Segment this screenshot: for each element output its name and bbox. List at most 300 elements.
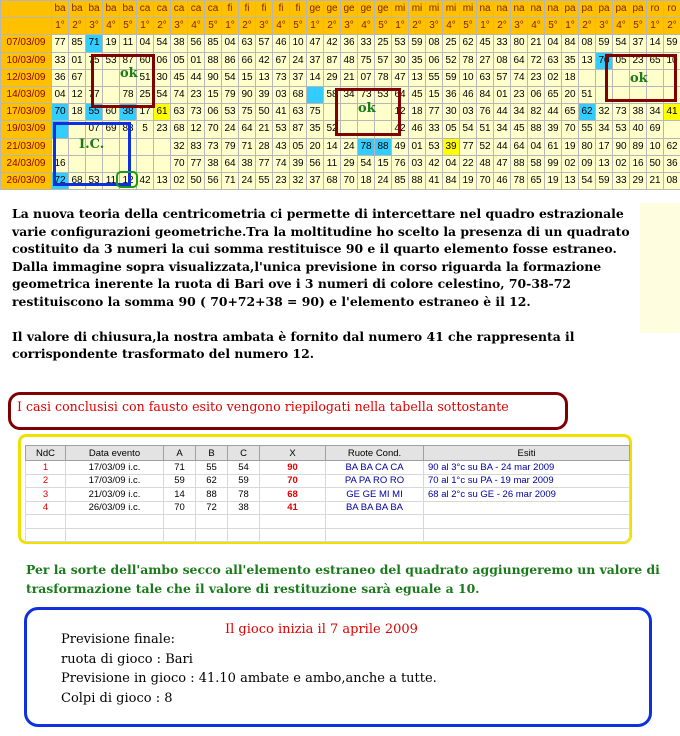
grid-ruota-header: mi [392, 1, 409, 18]
summary-header: Ruote Cond. [326, 446, 424, 461]
grid-cell: 12 [392, 104, 409, 121]
grid-cell: 39 [290, 155, 307, 172]
grid-cell: 42 [426, 155, 443, 172]
grid-cell: 05 [613, 52, 630, 69]
grid-cell: 57 [256, 35, 273, 52]
grid-estratto-header: 4° [528, 18, 545, 35]
grid-cell: 58 [324, 86, 341, 103]
grid-cell: 29 [324, 69, 341, 86]
grid-cell: 75 [239, 104, 256, 121]
grid-cell: 86 [222, 52, 239, 69]
grid-cell: 53 [86, 172, 103, 189]
summary-cell-esiti: 90 al 3°c su BA - 24 mar 2009 [424, 461, 630, 475]
grid-cell [375, 104, 392, 121]
grid-cell: 47 [307, 35, 324, 52]
summary-cell-data: 26/03/09 i.c. [66, 501, 164, 515]
grid-ruota-header: fi [273, 1, 290, 18]
summary-row [26, 488, 630, 502]
grid-cell: 45 [511, 121, 528, 138]
grid-cell: 53 [392, 35, 409, 52]
grid-cell: 24 [375, 172, 392, 189]
grid-cell: 63 [171, 104, 188, 121]
grid-cell: 78 [375, 69, 392, 86]
grid-cell: 53 [375, 86, 392, 103]
grid-cell: 10 [460, 69, 477, 86]
grid-cell: 36 [443, 86, 460, 103]
main-paragraph-2: Il valore di chiusura,la nostra ambata è fornito dal numero 41 che rappresenta il corrispondente trasformato del numero 12. [12, 328, 575, 362]
grid-cell: 01 [69, 52, 86, 69]
grid-cell: 70 [205, 121, 222, 138]
grid-estratto-header: 4° [443, 18, 460, 35]
grid-cell: 32 [290, 172, 307, 189]
grid-cell: 21 [647, 172, 664, 189]
grid-cell: 04 [222, 35, 239, 52]
grid-cell [103, 69, 120, 86]
grid-ruota-header: mi [409, 1, 426, 18]
grid-cell [103, 138, 120, 155]
grid-cell [375, 121, 392, 138]
grid-cell [613, 69, 630, 86]
grid-cell: 53 [103, 52, 120, 69]
grid-cell: 43 [273, 138, 290, 155]
grid-cell: 54 [154, 86, 171, 103]
grid-cell: 20 [562, 86, 579, 103]
grid-cell: 40 [630, 121, 647, 138]
grid-estratto-header: 4° [188, 18, 205, 35]
grid-date: 07/03/09 [1, 35, 52, 52]
grid-cell: 88 [120, 121, 137, 138]
grid-cell [137, 155, 154, 172]
main-paragraph-1: La nuova teoria della centricometria ci permette di intercettare nel quadro estrazionale varie configurazioni geometriche.Tra la moltitudine ho scelto la presenza di un quadrato costituito da 3 numeri la cui somma restituisce 90 e il quarto elemento fosse estraneo. Dalla immagine sopra visualizzata,l'unica previsione in corso riguarda la formazione geometrica inerente la ruota di Bari ove i 3 numeri di colore celestino, 70-38-72 restituiscono la somma 90 ( 70+72+38 = 90) e l'elemento estraneo è il 12. [12, 206, 630, 309]
summary-empty-cell [424, 528, 630, 542]
grid-cell: 78 [120, 86, 137, 103]
grid-cell: 78 [511, 172, 528, 189]
grid-cell: 79 [222, 86, 239, 103]
grid-cell: 78 [358, 138, 375, 155]
summary-empty-row [26, 528, 630, 542]
grid-cell: 38 [205, 155, 222, 172]
grid-date: 10/03/09 [1, 52, 52, 69]
grid-ruota-header: ca [137, 1, 154, 18]
estrazioni-grid [0, 0, 680, 190]
grid-cell: 55 [256, 172, 273, 189]
grid-estratto-header: 5° [375, 18, 392, 35]
grid-cell: 11 [103, 172, 120, 189]
grid-estratto-header: 1° [562, 18, 579, 35]
grid-cell: 03 [409, 155, 426, 172]
grid-cell: 62 [579, 104, 596, 121]
grid-cell: 10 [290, 35, 307, 52]
concl-title: I casi conclusisi con fausto esito vengono riepilogati nella tabella sottostante [17, 399, 509, 414]
grid-cell: 08 [664, 172, 680, 189]
grid-cell: 54 [358, 155, 375, 172]
summary-header: NdC [26, 446, 66, 461]
grid-cell: 34 [511, 104, 528, 121]
grid-cell: 18 [69, 104, 86, 121]
summary-empty-cell [260, 515, 326, 529]
summary-empty-cell [26, 528, 66, 542]
grid-cell: 63 [545, 52, 562, 69]
grid-cell [324, 104, 341, 121]
grid-cell [52, 121, 69, 138]
grid-cell [664, 86, 680, 103]
grid-cell: 68 [324, 172, 341, 189]
grid-corner [1, 1, 52, 18]
grid-cell: 45 [477, 35, 494, 52]
summary-cell-ndc: 4 [26, 501, 66, 515]
grid-ruota-header: ba [120, 1, 137, 18]
summary-empty-cell [326, 528, 424, 542]
summary-cell-c: 78 [228, 488, 260, 502]
grid-cell: 58 [528, 155, 545, 172]
grid-cell: 66 [239, 52, 256, 69]
grid-cell: 02 [562, 155, 579, 172]
grid-cell: 73 [205, 138, 222, 155]
grid-ruota-header: fi [290, 1, 307, 18]
grid-cell: 42 [137, 172, 154, 189]
grid-cell: 23 [273, 172, 290, 189]
grid-cell: 44 [494, 138, 511, 155]
grid-cell: 30 [392, 52, 409, 69]
grid-estratto-header: 3° [596, 18, 613, 35]
summary-cell-ndc: 2 [26, 474, 66, 488]
summary-cell-c: 38 [228, 501, 260, 515]
grid-row [1, 52, 680, 69]
summary-header: X [260, 446, 326, 461]
summary-cell-ruote: GE GE MI MI [326, 488, 424, 502]
grid-cell: 50 [256, 104, 273, 121]
grid-cell: 06 [528, 86, 545, 103]
summary-cell-ndc: 3 [26, 488, 66, 502]
grid-ruota-header: ba [86, 1, 103, 18]
grid-cell: 90 [205, 69, 222, 86]
grid-cell: 85 [392, 172, 409, 189]
grid-ruota-header: pa [579, 1, 596, 18]
summary-cell-data: 17/03/09 i.c. [66, 461, 164, 475]
grid-cell: 53 [222, 104, 239, 121]
grid-cell: 41 [664, 104, 680, 121]
grid-cell: 38 [630, 104, 647, 121]
grid-cell: 51 [137, 69, 154, 86]
grid-cell [664, 69, 680, 86]
grid-cell [154, 138, 171, 155]
grid-cell [137, 138, 154, 155]
grid-cell: 29 [341, 155, 358, 172]
summary-empty-cell [196, 515, 228, 529]
grid-cell: 30 [443, 104, 460, 121]
grid-cell: 21 [528, 35, 545, 52]
grid-cell: 18 [409, 104, 426, 121]
grid-cell: 41 [273, 104, 290, 121]
grid-estratto-header: 5° [460, 18, 477, 35]
grid-cell: 56 [307, 155, 324, 172]
grid-estratto-header: 2° [154, 18, 171, 35]
grid-cell: 75 [358, 52, 375, 69]
grid-cell: 37 [307, 172, 324, 189]
grid-cell: 33 [358, 35, 375, 52]
grid-cell: 67 [69, 69, 86, 86]
grid-cell: 57 [375, 52, 392, 69]
grid-cell: 54 [613, 35, 630, 52]
grid-cell: 84 [443, 172, 460, 189]
grid-cell: 15 [375, 155, 392, 172]
grid-cell: 56 [205, 172, 222, 189]
grid-cell [664, 121, 680, 138]
grid-estratto-header: 2° [409, 18, 426, 35]
grid-cell: 39 [545, 121, 562, 138]
grid-cell: 32 [596, 104, 613, 121]
summary-empty-cell [228, 515, 260, 529]
grid-cell: 68 [171, 121, 188, 138]
grid-cell: 89 [630, 138, 647, 155]
grid-ruota-header: fi [239, 1, 256, 18]
final-line-4: Colpi di gioco : 8 [61, 690, 173, 706]
grid-cell: 68 [69, 172, 86, 189]
grid-cell: 48 [341, 52, 358, 69]
grid-estratto-header: 1° [392, 18, 409, 35]
grid-cell: 32 [171, 138, 188, 155]
grid-cell: 50 [188, 172, 205, 189]
summary-header: Data evento [66, 446, 164, 461]
summary-cell-ndc: 1 [26, 461, 66, 475]
grid-cell: 23 [630, 52, 647, 69]
grid-cell: 33 [52, 52, 69, 69]
grid-cell: 64 [392, 86, 409, 103]
grid-cell [103, 155, 120, 172]
grid-row [1, 104, 680, 121]
grid-cell: 77 [426, 104, 443, 121]
grid-cell: 69 [647, 121, 664, 138]
summary-cell-b: 88 [196, 488, 228, 502]
grid-cell: 01 [494, 86, 511, 103]
grid-estratto-header: 2° [664, 18, 680, 35]
summary-empty-cell [326, 515, 424, 529]
grid-cell: 71 [239, 138, 256, 155]
summary-cell-a: 70 [164, 501, 196, 515]
grid-cell: 08 [579, 35, 596, 52]
grid-cell: 64 [222, 155, 239, 172]
grid-estratto-header: 5° [630, 18, 647, 35]
grid-cell: 42 [324, 35, 341, 52]
grid-cell: 15 [239, 69, 256, 86]
grid-cell [307, 86, 324, 103]
grid-ruota-header: ge [358, 1, 375, 18]
grid-cell: 55 [426, 69, 443, 86]
grid-cell: 78 [460, 52, 477, 69]
grid-estratto-header: 3° [256, 18, 273, 35]
grid-cell: 28 [256, 138, 273, 155]
grid-cell: 64 [511, 52, 528, 69]
grid-cell: 24 [239, 172, 256, 189]
gioco-title: Il gioco inizia il 7 aprile 2009 [225, 622, 418, 637]
summary-row [26, 474, 630, 488]
grid-cell: 73 [358, 86, 375, 103]
summary-cell-data: 17/03/09 i.c. [66, 474, 164, 488]
grid-cell [120, 138, 137, 155]
grid-ruota-header: fi [222, 1, 239, 18]
grid-cell: 27 [477, 52, 494, 69]
grid-cell: 85 [69, 35, 86, 52]
grid-cell: 77 [86, 86, 103, 103]
grid-cell: 18 [562, 69, 579, 86]
grid-cell: 33 [494, 35, 511, 52]
grid-cell: 61 [154, 104, 171, 121]
grid-cell: 13 [596, 155, 613, 172]
grid-date: 19/03/09 [1, 121, 52, 138]
summary-header: C [228, 446, 260, 461]
grid-cell: 21 [341, 69, 358, 86]
grid-ruota-header: mi [426, 1, 443, 18]
summary-cell-esiti: 70 al 1°c su PA - 19 mar 2009 [424, 474, 630, 488]
grid-cell: 41 [426, 172, 443, 189]
grid-date: 14/03/09 [1, 86, 52, 103]
grid-estratto-header: 3° [426, 18, 443, 35]
grid-ruota-header: ca [171, 1, 188, 18]
grid-corner [1, 18, 52, 35]
grid-cell [120, 155, 137, 172]
grid-cell: 88 [528, 121, 545, 138]
grid-cell: 77 [52, 35, 69, 52]
grid-cell: 76 [477, 104, 494, 121]
summary-row [26, 501, 630, 515]
grid-cell: 02 [545, 69, 562, 86]
grid-cell: 83 [188, 138, 205, 155]
grid-cell: 39 [443, 138, 460, 155]
grid-cell: 88 [409, 172, 426, 189]
summary-empty-cell [26, 515, 66, 529]
grid-cell: 22 [460, 155, 477, 172]
grid-cell: 23 [188, 86, 205, 103]
grid-estratto-header: 5° [120, 18, 137, 35]
grid-estratto-header: 1° [52, 18, 69, 35]
grid-ruota-header: ro [647, 1, 664, 18]
grid-row [1, 35, 680, 52]
grid-cell: 45 [171, 69, 188, 86]
grid-cell: 80 [511, 35, 528, 52]
grid-ruota-header: ba [103, 1, 120, 18]
grid-cell: 90 [613, 138, 630, 155]
grid-ruota-header: na [528, 1, 545, 18]
grid-row [1, 155, 680, 172]
grid-cell: 24 [222, 121, 239, 138]
ic-label: I.C. [79, 137, 105, 152]
grid-cell: 80 [579, 138, 596, 155]
grid-cell [103, 86, 120, 103]
grid-cell [154, 155, 171, 172]
grid-cell: 34 [341, 86, 358, 103]
grid-cell: 71 [86, 35, 103, 52]
grid-cell: 24 [341, 138, 358, 155]
grid-cell: 11 [324, 155, 341, 172]
grid-estratto-header: 4° [613, 18, 630, 35]
grid-cell: 02 [613, 155, 630, 172]
summary-row [26, 461, 630, 475]
grid-cell: 13 [409, 69, 426, 86]
grid-cell: 51 [477, 121, 494, 138]
summary-cell-ruote: BA BA BA BA [326, 501, 424, 515]
grid-cell: 54 [460, 121, 477, 138]
summary-cell-x: 68 [260, 488, 326, 502]
grid-cell: 67 [273, 52, 290, 69]
grid-estratto-header: 2° [69, 18, 86, 35]
summary-table [25, 445, 630, 542]
final-line-3: Previsione in gioco : 41.10 ambate e ambo,anche a tutte. [61, 671, 437, 686]
grid-cell [647, 86, 664, 103]
grid-ruota-header: pa [630, 1, 647, 18]
grid-ruota-header: ba [52, 1, 69, 18]
grid-cell: 70 [341, 172, 358, 189]
grid-cell: 37 [290, 69, 307, 86]
grid-cell: 59 [596, 35, 613, 52]
grid-cell: 71 [222, 172, 239, 189]
grid-cell [69, 121, 86, 138]
grid-cell: 01 [409, 138, 426, 155]
grid-cell: 19 [103, 35, 120, 52]
grid-date: 24/03/09 [1, 155, 52, 172]
grid-cell: 70 [171, 155, 188, 172]
grid-cell: 33 [613, 172, 630, 189]
grid-cell: 48 [477, 155, 494, 172]
grid-cell: 44 [188, 69, 205, 86]
grid-cell: 74 [511, 69, 528, 86]
summary-empty-cell [164, 515, 196, 529]
grid-cell: 16 [52, 155, 69, 172]
grid-ruota-header: pa [613, 1, 630, 18]
grid-estratto-header: 2° [324, 18, 341, 35]
grid-cell: 25 [137, 86, 154, 103]
grid-cell: 59 [596, 172, 613, 189]
summary-empty-cell [260, 528, 326, 542]
grid-cell: 16 [630, 155, 647, 172]
grid-cell: 77 [460, 138, 477, 155]
grid-cell: 46 [273, 35, 290, 52]
grid-estratto-header: 2° [239, 18, 256, 35]
grid-cell: 64 [239, 121, 256, 138]
grid-cell: 34 [494, 121, 511, 138]
grid-cell: 56 [188, 35, 205, 52]
grid-cell [630, 86, 647, 103]
grid-cell: 50 [647, 155, 664, 172]
grid-cell: 07 [358, 69, 375, 86]
grid-cell: 35 [307, 121, 324, 138]
grid-cell: 19 [460, 172, 477, 189]
grid-cell: 17 [596, 138, 613, 155]
grid-cell: 85 [205, 35, 222, 52]
grid-cell: 05 [443, 121, 460, 138]
final-line-2: ruota di gioco : Bari [61, 651, 193, 667]
grid-cell: 64 [511, 138, 528, 155]
grid-cell: 06 [154, 52, 171, 69]
grid-cell: 17 [137, 104, 154, 121]
grid-cell: 59 [443, 69, 460, 86]
grid-estratto-header: 3° [86, 18, 103, 35]
grid-cell: 65 [647, 52, 664, 69]
grid-cell [341, 104, 358, 121]
summary-empty-row [26, 515, 630, 529]
grid-cell [596, 86, 613, 103]
grid-ruota-header: ca [154, 1, 171, 18]
grid-cell: 04 [137, 35, 154, 52]
grid-cell: 04 [528, 138, 545, 155]
grid-ruota-header: fi [256, 1, 273, 18]
grid-cell: 05 [290, 138, 307, 155]
grid-cell: 23 [528, 69, 545, 86]
grid-cell [579, 69, 596, 86]
grid-cell: 84 [562, 35, 579, 52]
grid-cell [86, 155, 103, 172]
summary-cell-x: 70 [260, 474, 326, 488]
grid-estratto-header: 3° [171, 18, 188, 35]
